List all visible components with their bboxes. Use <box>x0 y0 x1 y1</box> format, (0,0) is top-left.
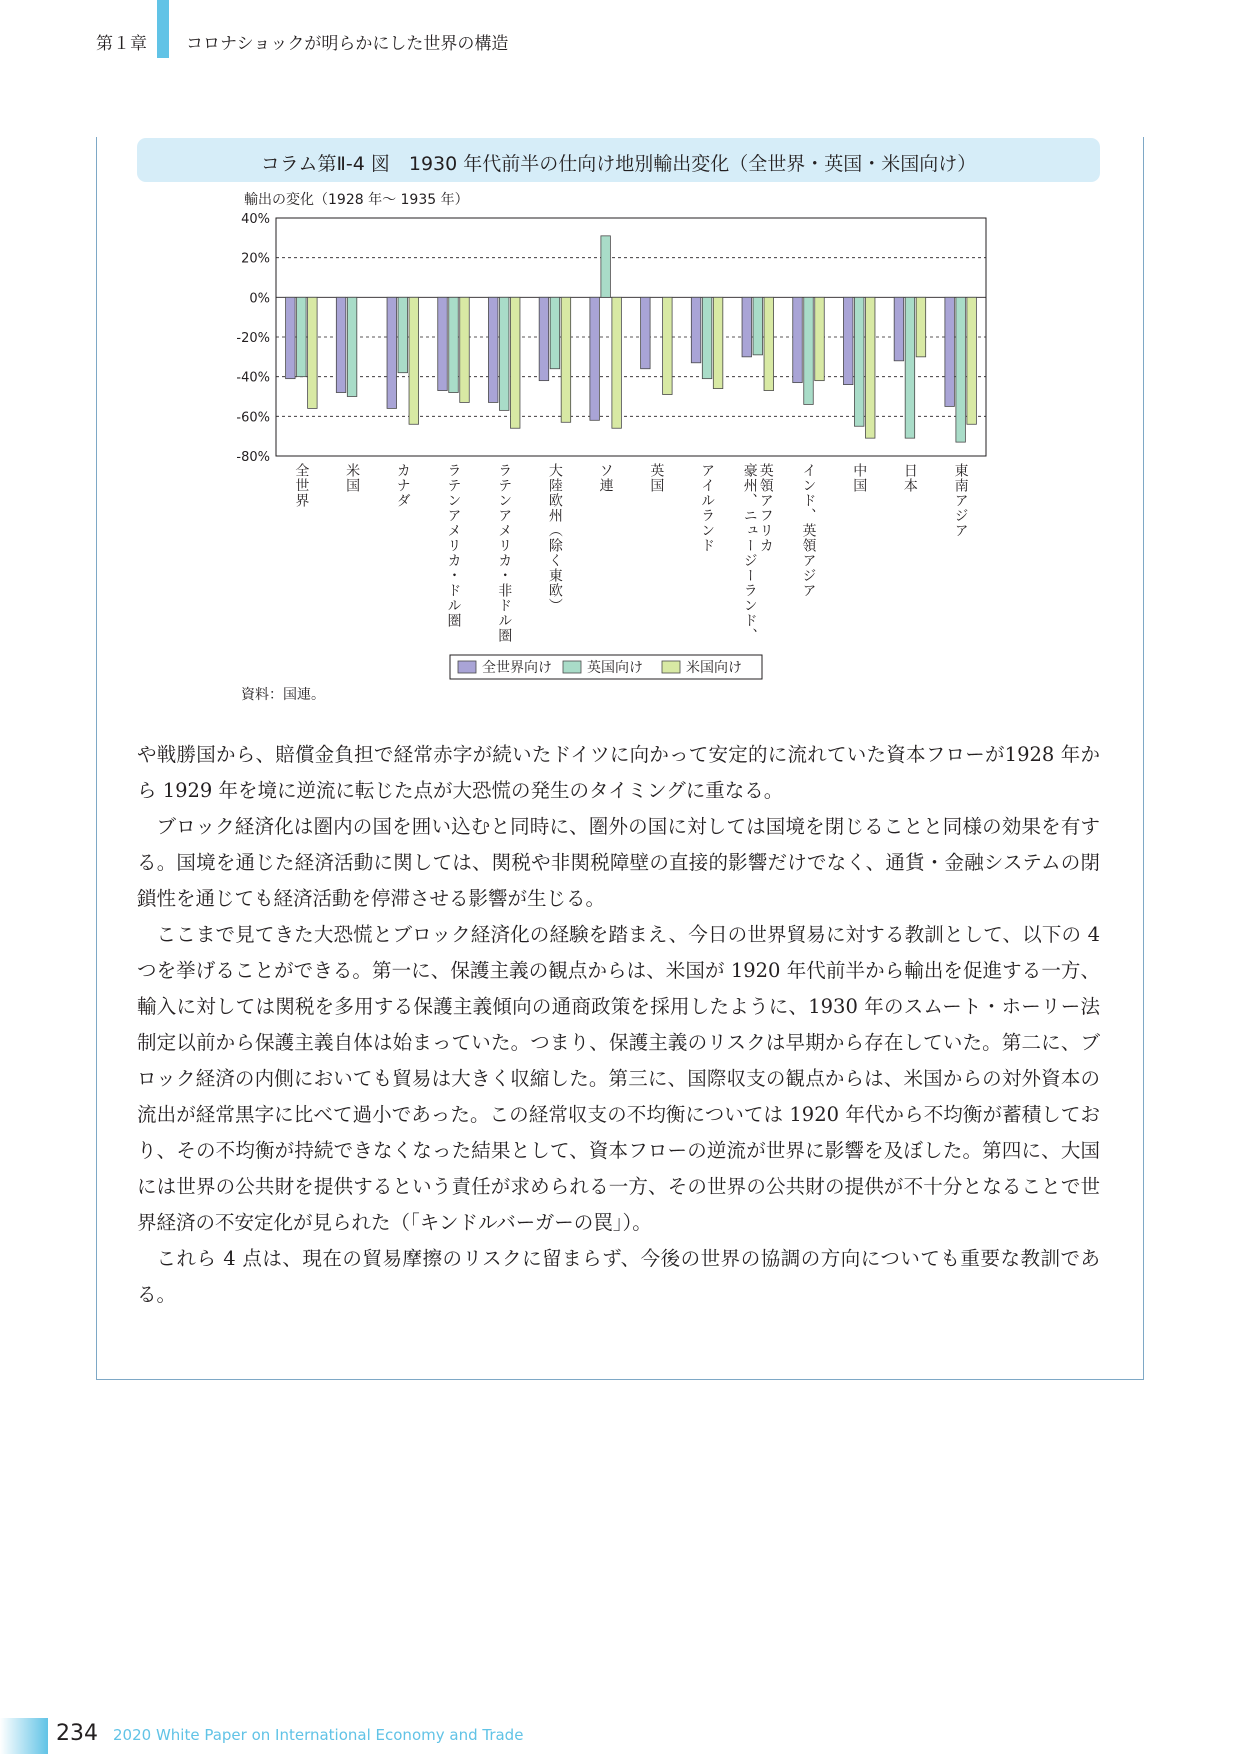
bar <box>409 297 419 424</box>
bar <box>398 297 408 372</box>
x-tick-label: 英国 <box>648 463 665 493</box>
chapter-label: 第１章 <box>96 34 147 54</box>
page-number: 234 <box>56 1721 98 1746</box>
chapter-title: コロナショックが明らかにした世界の構造 <box>186 34 509 54</box>
y-tick-label: 0% <box>249 291 270 307</box>
x-tick-label: カナダ <box>394 463 411 508</box>
bar <box>297 297 307 376</box>
legend-swatch <box>662 661 680 673</box>
bar <box>460 297 470 402</box>
y-axis-label: 輸出の変化（1928 年〜 1935 年） <box>244 192 469 208</box>
x-tick-label: 英領アフリカ <box>757 463 774 553</box>
bar <box>691 297 701 362</box>
source-note: 資料：国連。 <box>241 687 325 703</box>
bar <box>753 297 763 355</box>
bar <box>286 297 296 378</box>
bar <box>438 297 448 390</box>
bar <box>561 297 571 422</box>
footer-accent-bar <box>0 1718 48 1754</box>
x-tick-label: アイルランド <box>699 463 716 553</box>
paragraph: これら 4 点は、現在の貿易摩擦のリスクに留まらず、今後の世界の協調の方向についても重要な教訓である。 <box>137 1247 1100 1306</box>
y-tick-label: -60% <box>236 410 270 426</box>
bar <box>894 297 904 360</box>
bar <box>815 297 825 380</box>
bar <box>510 297 520 428</box>
bar <box>612 297 622 428</box>
bar <box>387 297 397 408</box>
x-tick-label: 全世界 <box>293 463 310 508</box>
bar <box>713 297 723 388</box>
x-tick-label: 豪州、ニュージーランド、 <box>741 463 758 643</box>
x-tick-label: ラテンアメリカ・非ドル圏 <box>496 463 513 643</box>
legend-label: 米国向け <box>686 660 742 676</box>
paragraph: ブロック経済化は圏内の国を囲い込むと同時に、圏外の国に対しては国境を閉じることと同様の効果を有する。国境を通じた経済活動に関しては、関税や非関税障壁の直接的影響だけでなく、通貨・金融システムの閉鎖性を通じても経済活動を停滞させる影響が生じる。 <box>137 815 1100 910</box>
bar <box>336 297 346 392</box>
body-text <box>137 737 1100 1313</box>
y-tick-label: -80% <box>236 450 270 465</box>
figure-title: コラム第Ⅱ-4 図 1930 年代前半の仕向け地別輸出変化（全世界・英国・米国向け） <box>260 153 977 175</box>
bar <box>488 297 498 402</box>
x-tick-label: ソ連 <box>597 463 614 493</box>
bar <box>905 297 915 438</box>
bar <box>308 297 318 408</box>
bar <box>793 297 803 382</box>
bar <box>804 297 814 404</box>
bar <box>956 297 966 442</box>
x-tick-label: 日本 <box>901 463 918 493</box>
legend-label: 全世界向け <box>482 660 552 676</box>
paragraph: ここまで見てきた大恐慌とブロック経済化の経験を踏まえ、今日の世界貿易に対する教訓として、以下の 4 つを挙げることができる。第一に、保護主義の観点からは、米国が 1920 年代前半から輸出を促進する一方、輸入に対しては関税を多用する保護主義傾向の通商政策を採用したように、1930 年のスムート・ホーリー法制定以前から保護主義自体は始まっていた。つまり、保護主義のリスクは早期から存在していた。第二に、ブロック経済の内側においても貿易は大きく収縮した。第三に、国際収支の観点からは、米国からの対外資本の流出が経常黒字に比べて過小であった。この経常収支の不均衡については 1920 年代から不均衡が蓄積しており、その不均衡が持続できなくなった結果として、資本フローの逆流が世界に影響を及ぼした。第四に、大国には世界の公共財を提供するという責任が求められる一方、その世界の公共財の提供が不十分となることで世界経済の不安定化が見られた（「キンドルバーガーの罠」）。 <box>137 923 1100 1234</box>
y-tick-label: 40% <box>241 212 270 227</box>
bar <box>916 297 926 357</box>
bar <box>967 297 977 424</box>
bar <box>590 297 600 420</box>
bar <box>764 297 774 390</box>
bar <box>539 297 549 380</box>
publication-title: 2020 White Paper on International Economy and Trade <box>113 1726 524 1744</box>
bar <box>499 297 509 410</box>
bar <box>449 297 459 392</box>
legend-swatch <box>563 661 581 673</box>
x-tick-label: 東南アジア <box>952 463 969 538</box>
x-tick-label: インド、英領アジア <box>800 463 817 598</box>
paragraph: や戦勝国から、賠償金負担で経常赤字が続いたドイツに向かって安定的に流れていた資本フローが1928 年から 1929 年を境に逆流に転じた点が大恐慌の発生のタイミングに重なる。 <box>137 743 1100 802</box>
bar <box>347 297 357 396</box>
bar <box>641 297 651 368</box>
y-tick-label: 20% <box>241 251 270 267</box>
legend-label: 英国向け <box>587 660 643 676</box>
x-tick-label: 大陸欧州（除く東欧） <box>546 463 563 613</box>
export-change-bar-chart <box>0 0 1241 690</box>
y-tick-label: -20% <box>236 331 270 346</box>
x-tick-label: 米国 <box>344 463 361 493</box>
bar <box>550 297 560 368</box>
x-tick-label: 中国 <box>851 463 868 493</box>
bar <box>945 297 955 406</box>
bar <box>854 297 864 426</box>
x-tick-label: ラテンアメリカ・ドル圏 <box>445 463 462 628</box>
bar <box>702 297 712 378</box>
bar <box>742 297 752 357</box>
legend-swatch <box>458 661 476 673</box>
bar <box>663 297 673 394</box>
bar <box>843 297 853 384</box>
bar <box>601 236 611 297</box>
y-tick-label: -40% <box>236 370 270 386</box>
bar <box>865 297 875 438</box>
